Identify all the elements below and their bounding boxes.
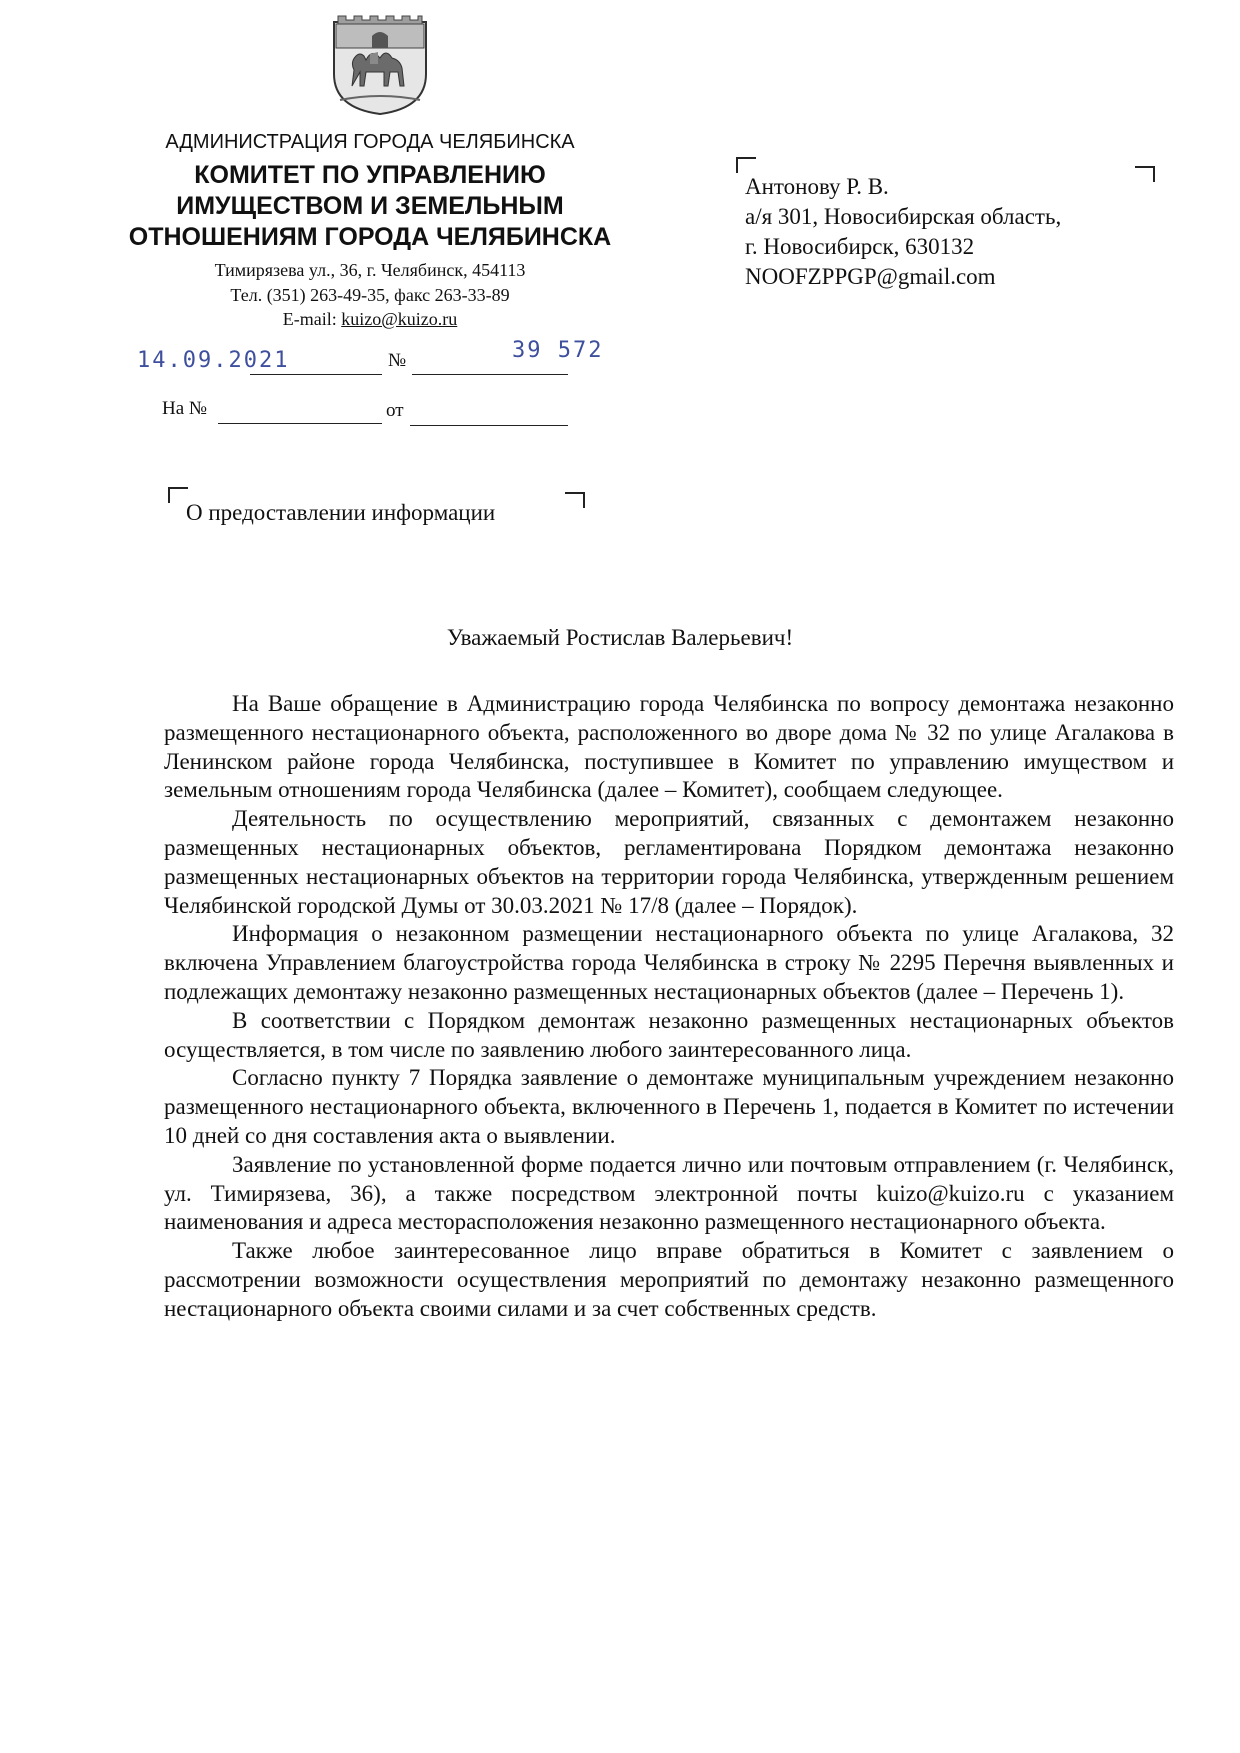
body-paragraph: Согласно пункту 7 Порядка заявление о демонтаже муниципальным учреждением незаконно размещенного нестационарного объекта, включенного в Перечень 1, подается в Комитет по истечении 10 дней со дня составления акта о выявлении. [164, 1065, 1174, 1148]
recipient-name: Антонову Р. В. [745, 174, 889, 199]
recipient-email: NOOFZPPGP@gmail.com [745, 264, 996, 289]
reference-number-line [218, 423, 382, 424]
number-label: № [388, 350, 407, 371]
reference-date-line [410, 425, 568, 426]
body-paragraph: Заявление по установленной форме подается лично или почтовым отправлением (г. Челябинск, ул. Тимирязева, 36), а также посредством электронной почты kuizo@kuizo.ru с указанием наименования и адреса месторасположения незаконно размещенного нестационарного объекта. [164, 1151, 1174, 1235]
email-link[interactable]: kuizo@kuizo.ru [341, 309, 458, 329]
reference-from-label: от [386, 400, 404, 421]
letter-subject: О предоставлении информации [186, 500, 496, 525]
reference-number-label: На № [162, 398, 208, 419]
committee-address: Тимирязева ул., 36, г. Челябинск, 454113 [214, 260, 526, 280]
number-stamp: 39 572 [512, 338, 604, 363]
recipient-corner-mark [736, 157, 756, 173]
committee-title [110, 160, 630, 253]
email-label: E-mail: [282, 309, 337, 329]
city-coat-of-arms [330, 8, 430, 118]
body-paragraph: Информация о незаконном размещении нестационарного объекта по улице Агалакова, 32 включена Управлением благоустройства города Челябинска в строку № 2295 Перечня выявленных и подлежащих демонтажу незаконно размещенных нестационарных объектов (далее – Перечень 1). [164, 921, 1174, 1004]
committee-phone: Тел. (351) 263-49-35, факс 263-33-89 [230, 285, 510, 305]
greeting: Уважаемый Ростислав Валерьевич! [446, 625, 794, 650]
committee-title-line: ОТНОШЕНИЯМ ГОРОДА ЧЕЛЯБИНСКА [128, 223, 612, 251]
recipient-corner-mark [1135, 166, 1155, 182]
recipient-city: г. Новосибирск, 630132 [745, 234, 975, 259]
subject-corner-mark [565, 492, 585, 508]
recipient-po-box: а/я 301, Новосибирская область, [745, 204, 1062, 229]
committee-title-line: ИМУЩЕСТВОМ И ЗЕМЕЛЬНЫМ [176, 192, 564, 220]
date-stamp: 14.09.2021 [137, 348, 290, 373]
letter-body [164, 690, 1174, 1324]
committee-email [110, 307, 630, 331]
body-paragraph: На Ваше обращение в Администрацию города Челябинска по вопросу демонтажа незаконно размещенного нестационарного объекта, расположенного во дворе дома № 32 по улице Агалакова в Ленинском районе города Челябинска, поступившее в Комитет по управлению имуществом и земельным отношениям города Челябинска (далее – Комитет), сообщаем следующее. [164, 691, 1174, 803]
subject-corner-mark [168, 487, 188, 503]
date-line [250, 374, 382, 375]
body-paragraph: Деятельность по осуществлению мероприятий, связанных с демонтажем незаконно размещенных нестационарных объектов, регламентирована Порядком демонтажа незаконно размещенных нестационарных объектов на территории города Челябинска, утвержденным решением Челябинской городской Думы от 30.03.2021 № 17/8 (далее – Порядок). [164, 806, 1174, 918]
recipient-block [745, 172, 1061, 292]
committee-title-line: КОМИТЕТ ПО УПРАВЛЕНИЮ [194, 161, 546, 189]
administration-title: АДМИНИСТРАЦИЯ ГОРОДА ЧЕЛЯБИНСКА [165, 131, 575, 153]
number-line [412, 374, 568, 375]
body-paragraph: В соответствии с Порядком демонтаж незаконно размещенных нестационарных объектов осуществляется, в том числе по заявлению любого заинтересованного лица. [164, 1007, 1174, 1062]
body-paragraph: Также любое заинтересованное лицо вправе обратиться в Комитет с заявлением о рассмотрении возможности осуществления мероприятий по демонтажу незаконно размещенного нестационарного объекта своими силами и за счет собственных средств. [164, 1238, 1174, 1321]
